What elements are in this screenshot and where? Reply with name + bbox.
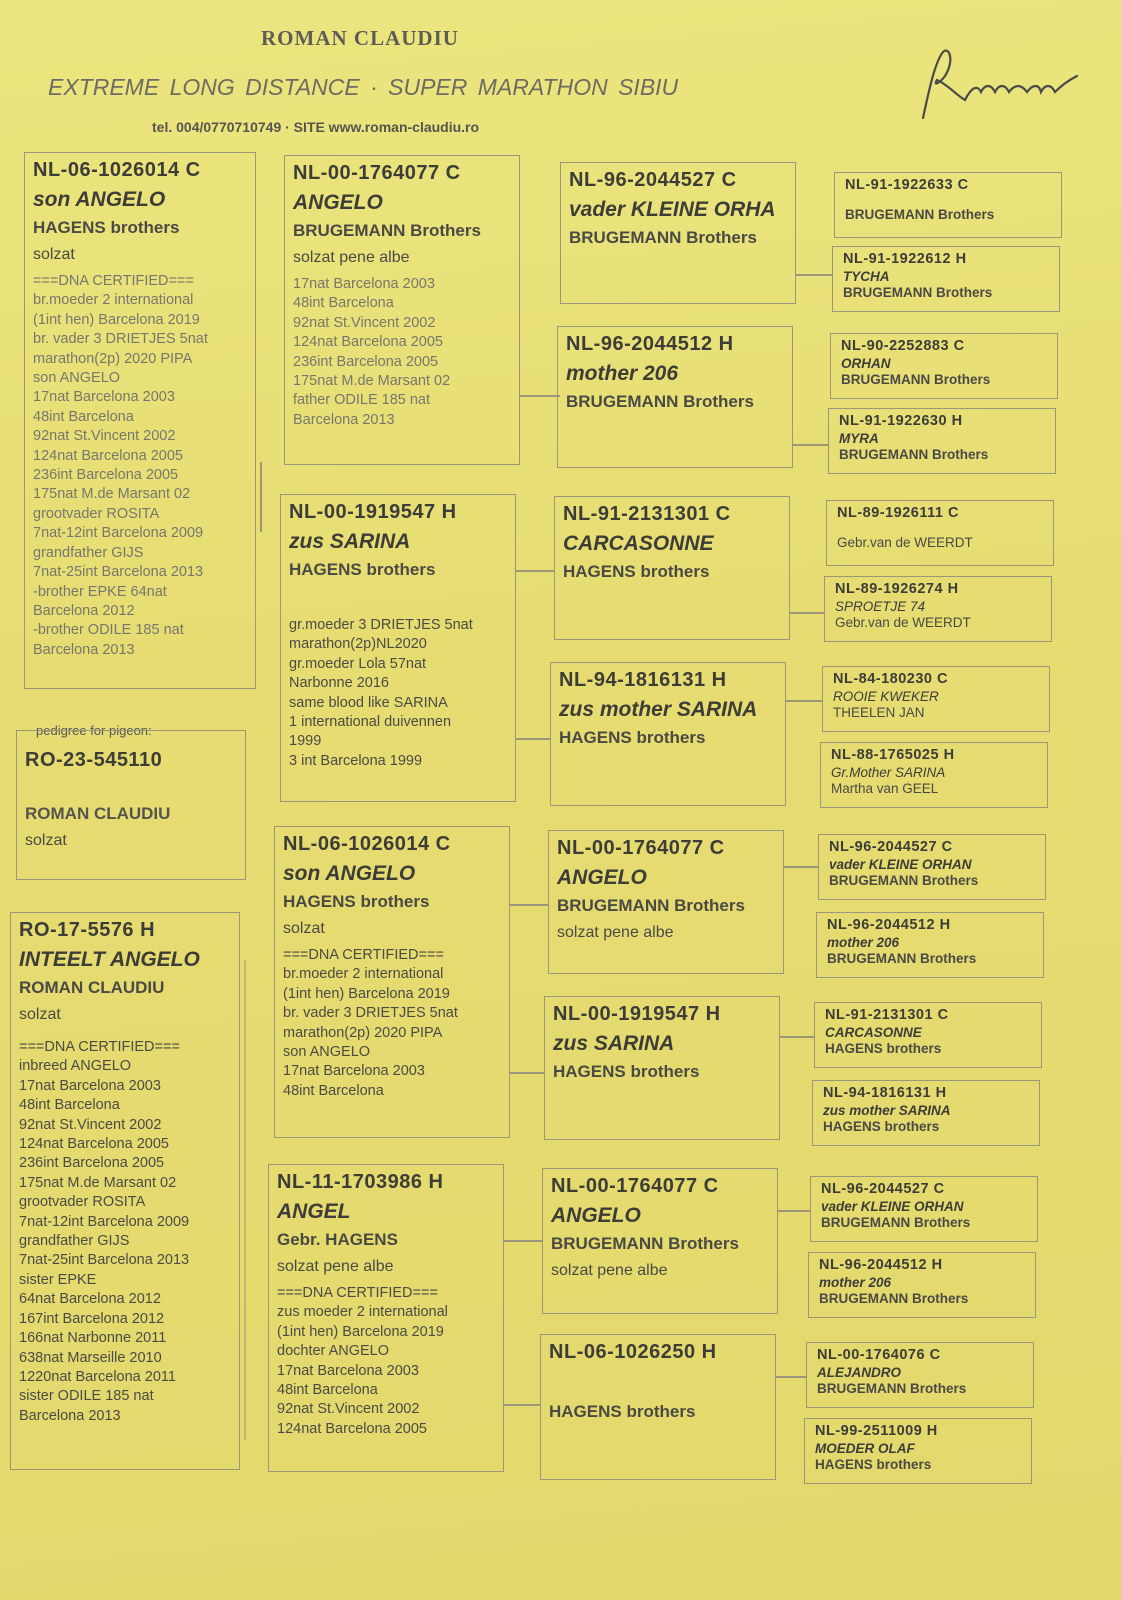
- great-grandparent-card: [554, 496, 790, 640]
- pigeon-name: MOEDER OLAF: [815, 1441, 915, 1456]
- connector-line: [790, 612, 824, 614]
- breeder-name: Gebr.van de WEERDT: [837, 535, 973, 550]
- breeder-name: Gebr.van de WEERDT: [835, 615, 971, 630]
- breeder-title: ROMAN CLAUDIU: [261, 26, 459, 50]
- ring-number: NL-00-1764077 C: [293, 162, 461, 184]
- great-grandparent-card: [557, 326, 793, 468]
- performance-notes: 17nat Barcelona 2003 48int Barcelona 92nat St.Vincent 2002 124nat Barcelona 2005 236int Barcelona 2005 175nat M.de Marsant 02 father ODILE 185 nat Barcelona 2013: [293, 276, 451, 428]
- ring-number: NL-91-1922612 H: [843, 251, 967, 267]
- breeder-name: Gebr. HAGENS: [277, 1230, 398, 1249]
- breeder-name: BRUGEMANN Brothers: [819, 1291, 969, 1306]
- plumage-color: solzat pene albe: [277, 1258, 394, 1275]
- subject-breeder: ROMAN CLAUDIU: [25, 804, 171, 823]
- breeder-name: HAGENS brothers: [289, 560, 436, 579]
- ring-number: NL-11-1703986 H: [277, 1171, 444, 1193]
- breeder-name: BRUGEMANN Brothers: [839, 447, 989, 462]
- pigeon-name: ANGELO: [293, 191, 383, 214]
- ancestor-card: [816, 912, 1044, 978]
- pigeon-name: mother 206: [827, 935, 900, 950]
- great-grandparent-card: [544, 996, 780, 1140]
- plumage-color: solzat pene albe: [557, 924, 674, 941]
- breeder-name: HAGENS brothers: [553, 1062, 700, 1081]
- breeder-name: HAGENS brothers: [823, 1119, 940, 1134]
- ring-number: NL-00-1764077 C: [557, 837, 725, 859]
- ancestor-card: [832, 246, 1060, 312]
- great-grandparent-card: [550, 662, 786, 806]
- breeder-name: HAGENS brothers: [815, 1457, 932, 1472]
- breeder-name: BRUGEMANN Brothers: [566, 392, 754, 411]
- pigeon-name: vader KLEINE ORHAN: [821, 1199, 964, 1214]
- performance-notes: ===DNA CERTIFIED=== inbreed ANGELO 17nat Barcelona 2003 48int Barcelona 92nat St.Vincent 2002 124nat Barcelona 2005 236int Barcelona 2005 175nat M.de Marsant 02 grootvader ROSITA 7nat-12int Barcelona 2009 grandfather GIJS 7nat-25int Barcelona 2013 sister EPKE 64nat Barcelona 2012 167int Barcelona 2012 166nat Narbonne 2011 638nat Marseille 2010 1220nat Barcelona 2011 sister ODILE 185 nat Barcelona 2013: [19, 1039, 190, 1424]
- pigeon-name: MYRA: [839, 431, 879, 446]
- breeder-name: BRUGEMANN Brothers: [817, 1381, 967, 1396]
- contact-line: tel. 004/0770710749 · SITE www.roman-claudiu.ro: [152, 119, 480, 135]
- ring-number: NL-06-1026014 C: [33, 159, 201, 181]
- performance-notes: gr.moeder 3 DRIETJES 5nat marathon(2p)NL2020 gr.moeder Lola 57nat Narbonne 2016 same blood like SARINA 1 international duivennen 1999 3 int Barcelona 1999: [289, 617, 473, 769]
- connector-line: [504, 1240, 542, 1242]
- ring-number: NL-91-2131301 C: [825, 1007, 949, 1023]
- ancestor-card: [818, 834, 1046, 900]
- ring-number: NL-00-1764076 C: [817, 1347, 941, 1363]
- pigeon-name: zus SARINA: [553, 1032, 675, 1055]
- plumage-color: solzat: [19, 1006, 61, 1023]
- pigeon-name: son ANGELO: [283, 862, 416, 885]
- ancestor-card: [828, 408, 1056, 474]
- ring-number: NL-91-2131301 C: [563, 503, 731, 525]
- ring-number: NL-96-2044512 H: [827, 917, 951, 933]
- breeder-name: BRUGEMANN Brothers: [827, 951, 977, 966]
- breeder-name: HAGENS brothers: [283, 892, 430, 911]
- connector-line: [796, 274, 832, 276]
- ring-number: NL-96-2044512 H: [566, 333, 734, 355]
- ring-number: NL-96-2044527 C: [569, 169, 737, 191]
- connector-line: [776, 1376, 806, 1378]
- ancestor-card: [806, 1342, 1034, 1408]
- ring-number: RO-17-5576 H: [19, 919, 156, 941]
- great-grandparent-card: [560, 162, 796, 304]
- pigeon-name: ANGEL: [277, 1200, 351, 1223]
- great-grandparent-card: [540, 1334, 776, 1480]
- ancestor-card: [810, 1176, 1038, 1242]
- connector-line: [516, 570, 554, 572]
- subject-color: solzat: [25, 832, 67, 849]
- ring-number: NL-84-180230 C: [833, 671, 948, 687]
- breeder-name: BRUGEMANN Brothers: [569, 228, 757, 247]
- breeder-name: ROMAN CLAUDIU: [19, 978, 165, 997]
- breeder-name: BRUGEMANN Brothers: [821, 1215, 971, 1230]
- performance-notes: ===DNA CERTIFIED=== br.moeder 2 international (1int hen) Barcelona 2019 br. vader 3 DRIETJES 5nat marathon(2p) 2020 PIPA son ANGELO 17nat Barcelona 2003 48int Barcelona 92nat St.Vincent 2002 124nat Barcelona 2005 236int Barcelona 2005 175nat M.de Marsant 02 grootvader ROSITA 7nat-12int Barcelona 2009 grandfather GIJS 7nat-25int Barcelona 2013 -brother EPKE 64nat Barcelona 2012 -brother ODILE 185 nat Barcelona 2013: [33, 273, 208, 658]
- ring-number: NL-91-1922630 H: [839, 413, 963, 429]
- pigeon-name: zus mother SARINA: [823, 1103, 951, 1118]
- ancestor-card: [808, 1252, 1036, 1318]
- great-grandparent-card: [542, 1168, 778, 1314]
- sire-card: [24, 152, 256, 689]
- subject-ring: RO-23-545110: [25, 749, 163, 771]
- connector-line: [516, 738, 550, 740]
- breeder-name: BRUGEMANN Brothers: [293, 221, 481, 240]
- ring-number: NL-00-1764077 C: [551, 1175, 719, 1197]
- connector-line: [793, 444, 828, 446]
- connector-line: [778, 1210, 810, 1212]
- breeder-name: BRUGEMANN Brothers: [557, 896, 745, 915]
- connector-line: [510, 1072, 544, 1074]
- ring-number: NL-91-1922633 C: [845, 177, 969, 193]
- pigeon-name: CARCASONNE: [825, 1025, 922, 1040]
- grandparent-card: [280, 494, 516, 802]
- breeder-name: HAGENS brothers: [825, 1041, 942, 1056]
- breeder-name: BRUGEMANN Brothers: [841, 372, 991, 387]
- pigeon-name: ANGELO: [557, 866, 647, 889]
- dam-card: [10, 912, 240, 1470]
- plumage-color: solzat pene albe: [293, 249, 410, 266]
- plumage-color: solzat: [283, 920, 325, 937]
- ancestor-card: [814, 1002, 1042, 1068]
- breeder-name: BRUGEMANN Brothers: [829, 873, 979, 888]
- pigeon-name: vader KLEINE ORHA: [569, 198, 776, 221]
- pigeon-name: zus mother SARINA: [559, 698, 758, 721]
- plumage-color: solzat pene albe: [551, 1262, 668, 1279]
- breeder-name: HAGENS brothers: [559, 728, 706, 747]
- pigeon-name: TYCHA: [843, 269, 890, 284]
- connector-line: [784, 866, 818, 868]
- subject-card: [16, 730, 246, 880]
- breeder-name: BRUGEMANN Brothers: [843, 285, 993, 300]
- ring-number: NL-06-1026014 C: [283, 833, 451, 855]
- ring-number: NL-94-1816131 H: [559, 669, 727, 691]
- pigeon-name: CARCASONNE: [563, 532, 714, 555]
- pigeon-name: SPROETJE 74: [835, 599, 926, 614]
- ring-number: NL-89-1926111 C: [837, 505, 959, 521]
- pigeon-name: mother 206: [819, 1275, 892, 1290]
- ancestor-card: [820, 742, 1048, 808]
- connector-line: [504, 1404, 540, 1406]
- breeder-name: HAGENS brothers: [563, 562, 710, 581]
- ancestor-card: [822, 666, 1050, 732]
- breeder-name: BRUGEMANN Brothers: [551, 1234, 739, 1253]
- ancestor-card: [824, 576, 1052, 642]
- ancestor-card: [812, 1080, 1040, 1146]
- ring-number: NL-89-1926274 H: [835, 581, 959, 597]
- ring-number: NL-96-2044512 H: [819, 1257, 943, 1273]
- grandparent-card: [284, 155, 520, 465]
- pedigree-label: pedigree for pigeon:: [36, 723, 152, 738]
- performance-notes: ===DNA CERTIFIED=== br.moeder 2 international (1int hen) Barcelona 2019 br. vader 3 DRIETJES 5nat marathon(2p) 2020 PIPA son ANGELO 17nat Barcelona 2003 48int Barcelona: [283, 947, 458, 1099]
- breeder-name: HAGENS brothers: [33, 218, 180, 237]
- pigeon-name: INTEELT ANGELO: [19, 948, 200, 971]
- ring-number: NL-96-2044527 C: [821, 1181, 945, 1197]
- breeder-name: BRUGEMANN Brothers: [845, 207, 995, 222]
- pigeon-name: Gr.Mother SARINA: [831, 765, 946, 780]
- plumage-color: solzat: [33, 246, 75, 263]
- connector-line: [520, 395, 560, 397]
- ancestor-card: [804, 1418, 1032, 1484]
- breeder-name: HAGENS brothers: [549, 1402, 696, 1421]
- connector-line: [260, 462, 262, 532]
- ring-number: NL-00-1919547 H: [553, 1003, 721, 1025]
- pigeon-name: ALEJANDRO: [817, 1365, 902, 1380]
- ring-number: NL-96-2044527 C: [829, 839, 953, 855]
- grandparent-card: [274, 826, 510, 1138]
- pigeon-name: ANGELO: [551, 1204, 641, 1227]
- ring-number: NL-88-1765025 H: [831, 747, 955, 763]
- pigeon-name: son ANGELO: [33, 188, 166, 211]
- connector-line: [786, 700, 822, 702]
- pigeon-name: ORHAN: [841, 356, 891, 371]
- ring-number: NL-90-2252883 C: [841, 338, 965, 354]
- ring-number: NL-99-2511009 H: [815, 1423, 938, 1439]
- breeder-name: THEELEN JAN: [833, 705, 925, 720]
- breeder-name: Martha van GEEL: [831, 781, 939, 796]
- grandparent-card: [268, 1164, 504, 1472]
- pigeon-name: mother 206: [566, 362, 679, 385]
- ancestor-card: [826, 500, 1054, 566]
- ancestor-card: [830, 333, 1058, 399]
- header-subtitle: EXTREME LONG DISTANCE · SUPER MARATHON SIBIU: [48, 74, 679, 100]
- connector-line: [244, 960, 246, 1440]
- ring-number: NL-06-1026250 H: [549, 1341, 717, 1363]
- pigeon-name: vader KLEINE ORHAN: [829, 857, 972, 872]
- connector-line: [780, 1036, 814, 1038]
- signature-image: [915, 40, 1085, 130]
- connector-line: [510, 904, 548, 906]
- performance-notes: ===DNA CERTIFIED=== zus moeder 2 international (1int hen) Barcelona 2019 dochter ANGELO 17nat Barcelona 2003 48int Barcelona 92nat St.Vincent 2002 124nat Barcelona 2005: [277, 1285, 448, 1437]
- ring-number: NL-00-1919547 H: [289, 501, 457, 523]
- ancestor-card: [834, 172, 1062, 238]
- pigeon-name: zus SARINA: [289, 530, 411, 553]
- great-grandparent-card: [548, 830, 784, 974]
- ring-number: NL-94-1816131 H: [823, 1085, 947, 1101]
- pigeon-name: ROOIE KWEKER: [833, 689, 939, 704]
